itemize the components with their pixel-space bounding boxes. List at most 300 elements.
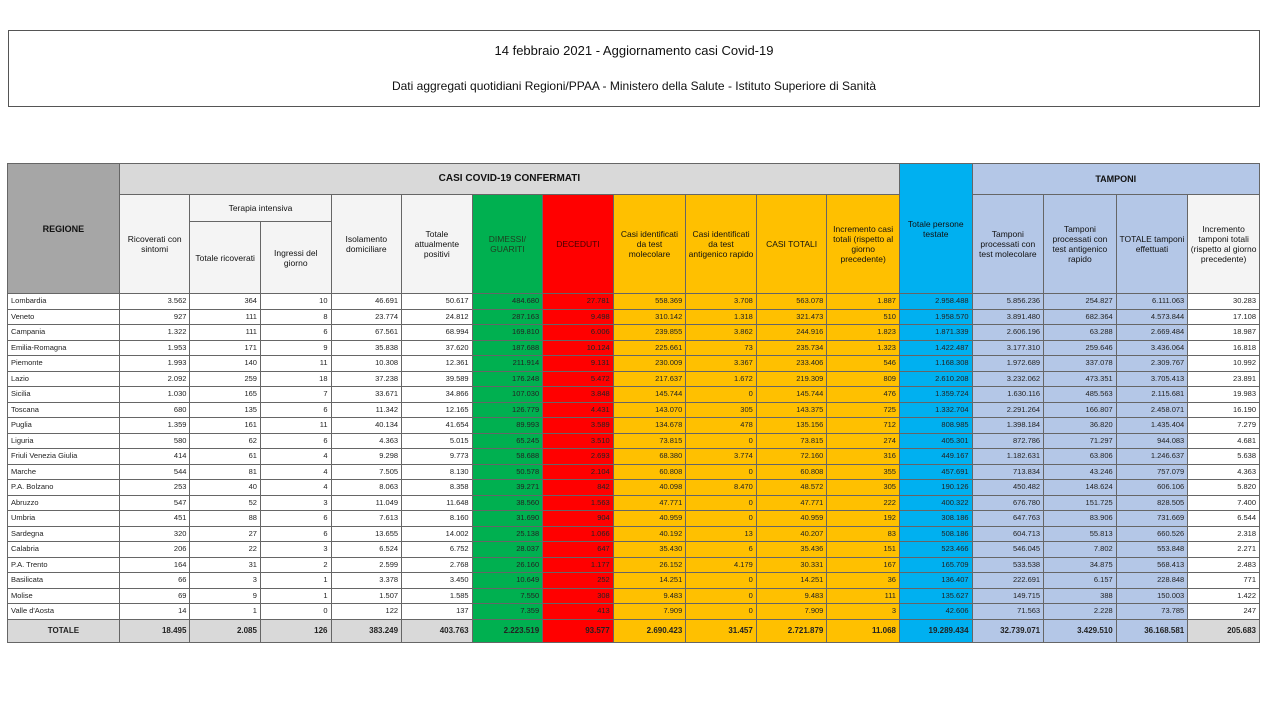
region-name-cell: Umbria [8,511,120,527]
region-name-cell: Emilia-Romagna [8,340,120,356]
persons-tested-cell: 190.126 [899,480,972,496]
table-row [8,464,1260,480]
cases-increment-cell: 809 [827,371,900,387]
molecular-cases-cell: 14.251 [613,573,686,589]
molecular-cases-cell: 73.815 [613,433,686,449]
molecular-cases-cell: 134.678 [613,418,686,434]
swabs-increment-cell: 17.108 [1188,309,1260,325]
total-cases-cell: 30.331 [756,557,827,573]
total-cases-cell: 48.572 [756,480,827,496]
antigen-cases-cell: 478 [686,418,757,434]
molecular-swabs-cell: 450.482 [972,480,1044,496]
hospitalized-cell: 547 [119,495,190,511]
antigen-swabs-cell: 63.806 [1044,449,1117,465]
swabs-increment-cell: 6.544 [1188,511,1260,527]
home-isolation-cell: 6.524 [331,542,402,558]
persons-tested-cell: 1.422.487 [899,340,972,356]
hospitalized-cell: 14 [119,604,190,620]
total-swabs-cell: 2.115.681 [1116,387,1188,403]
home-isolation-cell: 11.342 [331,402,402,418]
cases-increment-header: Incremento casi totali (rispetto al giorno precedente) [827,195,900,294]
total-cases-cell: 563.078 [756,294,827,310]
cases-increment-cell: 546 [827,356,900,372]
total-molecular-cases-cell: 2.690.423 [613,619,686,642]
recovered-cell: 7.550 [472,588,543,604]
persons-tested-cell: 449.167 [899,449,972,465]
region-name-cell: Lazio [8,371,120,387]
cases-increment-cell: 1.823 [827,325,900,341]
antigen-cases-cell: 3.862 [686,325,757,341]
swabs-increment-cell: 4.681 [1188,433,1260,449]
swabs-increment-cell: 247 [1188,604,1260,620]
persons-tested-cell: 523.466 [899,542,972,558]
icu-admissions-header: Ingressi del giorno [260,222,331,294]
cases-increment-cell: 355 [827,464,900,480]
icu-total-cell: 31 [190,557,261,573]
recovered-cell: 89.993 [472,418,543,434]
deceased-cell: 4.431 [543,402,614,418]
recovered-cell: 10.649 [472,573,543,589]
total-icu-total-cell: 2.085 [190,619,261,642]
icu-total-cell: 171 [190,340,261,356]
persons-tested-cell: 2.958.488 [899,294,972,310]
icu-total-cell: 165 [190,387,261,403]
current-positives-cell: 6.752 [402,542,473,558]
antigen-swabs-cell: 485.563 [1044,387,1117,403]
region-name-cell: Lombardia [8,294,120,310]
deceased-cell: 2.693 [543,449,614,465]
total-swabs-cell: 73.785 [1116,604,1188,620]
hospitalized-cell: 680 [119,402,190,418]
hospitalized-cell: 1.359 [119,418,190,434]
icu-total-cell: 111 [190,309,261,325]
antigen-cases-cell: 3.367 [686,356,757,372]
molecular-cases-cell: 47.771 [613,495,686,511]
antigen-swabs-cell: 43.246 [1044,464,1117,480]
icu-admissions-cell: 4 [260,449,331,465]
antigen-swabs-cell: 63.288 [1044,325,1117,341]
cases-increment-cell: 151 [827,542,900,558]
icu-total-cell: 364 [190,294,261,310]
current-positives-cell: 137 [402,604,473,620]
recovered-cell: 38.560 [472,495,543,511]
cases-increment-cell: 36 [827,573,900,589]
antigen-cases-cell: 3.774 [686,449,757,465]
total-cases-increment-cell: 11.068 [827,619,900,642]
current-positives-cell: 11.648 [402,495,473,511]
hospitalized-cell: 206 [119,542,190,558]
hospitalized-header: Ricoverati con sintomi [119,195,190,294]
deceased-cell: 1.066 [543,526,614,542]
antigen-cases-cell: 1.318 [686,309,757,325]
current-positives-cell: 9.773 [402,449,473,465]
antigen-cases-cell: 8.470 [686,480,757,496]
molecular-cases-cell: 239.855 [613,325,686,341]
persons-tested-cell: 1.359.724 [899,387,972,403]
deceased-header: DECEDUTI [543,195,614,294]
antigen-cases-cell: 4.179 [686,557,757,573]
cases-increment-cell: 111 [827,588,900,604]
home-isolation-cell: 1.507 [331,588,402,604]
deceased-cell: 1.177 [543,557,614,573]
deceased-cell: 3.848 [543,387,614,403]
icu-admissions-cell: 18 [260,371,331,387]
molecular-swabs-cell: 604.713 [972,526,1044,542]
swabs-increment-cell: 771 [1188,573,1260,589]
total-cases-cell: 7.909 [756,604,827,620]
deceased-cell: 10.124 [543,340,614,356]
current-positives-cell: 41.654 [402,418,473,434]
region-rows [8,294,1260,643]
total-cases-cell: 145.744 [756,387,827,403]
table-row [8,495,1260,511]
total-total-swabs-cell: 36.168.581 [1116,619,1188,642]
swabs-increment-cell: 10.992 [1188,356,1260,372]
recovered-cell: 7.359 [472,604,543,620]
total-hospitalized-cell: 18.495 [119,619,190,642]
molecular-swabs-cell: 71.563 [972,604,1044,620]
recovered-cell: 211.914 [472,356,543,372]
total-cases-cell: 143.375 [756,402,827,418]
deceased-cell: 5.472 [543,371,614,387]
cases-increment-cell: 192 [827,511,900,527]
icu-total-cell: 62 [190,433,261,449]
molecular-swabs-cell: 2.291.264 [972,402,1044,418]
current-positives-cell: 12.361 [402,356,473,372]
table-row [8,418,1260,434]
total-cases-cell: 135.156 [756,418,827,434]
total-cases-cell: 35.436 [756,542,827,558]
total-cases-cell: 235.734 [756,340,827,356]
persons-tested-cell: 136.407 [899,573,972,589]
persons-tested-cell: 42.606 [899,604,972,620]
total-persons-tested-cell: 19.289.434 [899,619,972,642]
icu-total-cell: 52 [190,495,261,511]
table-row [8,294,1260,310]
persons-tested-cell: 135.627 [899,588,972,604]
current-positives-cell: 39.589 [402,371,473,387]
total-antigen-cases-cell: 31.457 [686,619,757,642]
persons-tested-cell: 405.301 [899,433,972,449]
molecular-swabs-cell: 1.182.631 [972,449,1044,465]
hospitalized-cell: 1.322 [119,325,190,341]
total-current-positives-cell: 403.763 [402,619,473,642]
total-cases-cell: 40.959 [756,511,827,527]
molecular-swabs-cell: 713.834 [972,464,1044,480]
total-home-isolation-cell: 383.249 [331,619,402,642]
total-deceased-cell: 93.577 [543,619,614,642]
antigen-cases-cell: 0 [686,604,757,620]
region-name-cell: Marche [8,464,120,480]
persons-tested-cell: 457.691 [899,464,972,480]
molecular-swabs-cell: 676.780 [972,495,1044,511]
report-subtitle: Dati aggregati quotidiani Regioni/PPAA - Ministero della Salute - Istituto Superiore di Sanità [391,79,877,93]
antigen-swabs-cell: 254.827 [1044,294,1117,310]
intensive-care-group-header: Terapia intensiva [190,195,331,222]
total-cases-cell: 14.251 [756,573,827,589]
table-row [8,340,1260,356]
molecular-swabs-cell: 546.045 [972,542,1044,558]
molecular-swabs-cell: 533.538 [972,557,1044,573]
hospitalized-cell: 2.092 [119,371,190,387]
region-name-cell: P.A. Bolzano [8,480,120,496]
table-row [8,402,1260,418]
region-name-cell: Veneto [8,309,120,325]
persons-tested-cell: 1.168.308 [899,356,972,372]
hospitalized-cell: 69 [119,588,190,604]
total-cases-cell: 9.483 [756,588,827,604]
total-swabs-cell: 606.106 [1116,480,1188,496]
region-name-cell: Sicilia [8,387,120,403]
molecular-cases-cell: 9.483 [613,588,686,604]
antigen-swabs-cell: 34.875 [1044,557,1117,573]
total-cases-cell: 233.406 [756,356,827,372]
region-name-cell: Campania [8,325,120,341]
deceased-cell: 308 [543,588,614,604]
deceased-cell: 904 [543,511,614,527]
icu-admissions-cell: 11 [260,356,331,372]
total-swabs-cell: 731.669 [1116,511,1188,527]
recovered-cell: 187.688 [472,340,543,356]
region-name-cell: P.A. Trento [8,557,120,573]
recovered-header: DIMESSI/ GUARITI [472,195,543,294]
icu-admissions-cell: 10 [260,294,331,310]
home-isolation-cell: 40.134 [331,418,402,434]
current-positives-header: Totale attualmente positivi [402,195,473,294]
recovered-cell: 39.271 [472,480,543,496]
icu-admissions-cell: 6 [260,511,331,527]
icu-admissions-cell: 4 [260,480,331,496]
home-isolation-cell: 10.308 [331,356,402,372]
molecular-swabs-cell: 1.398.184 [972,418,1044,434]
molecular-swabs-cell: 3.232.062 [972,371,1044,387]
home-isolation-cell: 7.505 [331,464,402,480]
table-row [8,387,1260,403]
deceased-cell: 27.781 [543,294,614,310]
persons-tested-cell: 1.332.704 [899,402,972,418]
home-isolation-cell: 67.561 [331,325,402,341]
total-total-cases-cell: 2.721.879 [756,619,827,642]
persons-tested-cell: 808.985 [899,418,972,434]
hospitalized-cell: 320 [119,526,190,542]
molecular-swabs-cell: 5.856.236 [972,294,1044,310]
molecular-swabs-header: Tamponi processati con test molecolare [972,195,1044,294]
region-name-cell: Puglia [8,418,120,434]
antigen-swabs-cell: 6.157 [1044,573,1117,589]
swabs-increment-cell: 2.318 [1188,526,1260,542]
molecular-cases-cell: 217.637 [613,371,686,387]
icu-total-cell: 40 [190,480,261,496]
antigen-cases-cell: 0 [686,464,757,480]
antigen-swabs-cell: 55.813 [1044,526,1117,542]
home-isolation-cell: 11.049 [331,495,402,511]
deceased-cell: 6.006 [543,325,614,341]
antigen-cases-cell: 0 [686,511,757,527]
antigen-cases-cell: 13 [686,526,757,542]
recovered-cell: 58.688 [472,449,543,465]
antigen-cases-cell: 0 [686,588,757,604]
molecular-cases-header: Casi identificati da test molecolare [613,195,686,294]
current-positives-cell: 2.768 [402,557,473,573]
total-swabs-cell: 2.309.767 [1116,356,1188,372]
cases-increment-cell: 712 [827,418,900,434]
molecular-swabs-cell: 1.630.116 [972,387,1044,403]
icu-admissions-cell: 3 [260,542,331,558]
molecular-cases-cell: 310.142 [613,309,686,325]
recovered-cell: 107.030 [472,387,543,403]
current-positives-cell: 8.160 [402,511,473,527]
icu-admissions-cell: 6 [260,325,331,341]
hospitalized-cell: 1.030 [119,387,190,403]
swabs-increment-cell: 7.279 [1188,418,1260,434]
icu-total-cell: 135 [190,402,261,418]
total-swabs-cell: 568.413 [1116,557,1188,573]
swabs-increment-cell: 16.190 [1188,402,1260,418]
molecular-cases-cell: 40.098 [613,480,686,496]
cases-increment-cell: 1.323 [827,340,900,356]
deceased-cell: 9.131 [543,356,614,372]
total-row [8,619,1260,642]
hospitalized-cell: 927 [119,309,190,325]
cases-increment-cell: 1.887 [827,294,900,310]
icu-total-cell: 27 [190,526,261,542]
total-swabs-cell: 757.079 [1116,464,1188,480]
total-swabs-cell: 2.458.071 [1116,402,1188,418]
table-row [8,526,1260,542]
region-column-header: REGIONE [8,164,120,294]
current-positives-cell: 24.812 [402,309,473,325]
table-row [8,480,1260,496]
total-swabs-cell: 1.246.637 [1116,449,1188,465]
icu-admissions-cell: 6 [260,526,331,542]
total-swabs-cell: 828.505 [1116,495,1188,511]
swabs-group-header: TAMPONI [972,164,1259,195]
home-isolation-cell: 13.655 [331,526,402,542]
total-swabs-cell: 150.003 [1116,588,1188,604]
molecular-cases-cell: 35.430 [613,542,686,558]
antigen-cases-cell: 1.672 [686,371,757,387]
swabs-increment-cell: 2.483 [1188,557,1260,573]
total-cases-cell: 73.815 [756,433,827,449]
covid-cases-table [7,163,1260,643]
total-antigen-swabs-cell: 3.429.510 [1044,619,1117,642]
total-swabs-cell: 6.111.063 [1116,294,1188,310]
antigen-swabs-cell: 473.351 [1044,371,1117,387]
persons-tested-cell: 165.709 [899,557,972,573]
antigen-swabs-cell: 337.078 [1044,356,1117,372]
antigen-swabs-header: Tamponi processati con test antigenico rapido [1044,195,1117,294]
icu-total-cell: 1 [190,604,261,620]
total-cases-cell: 244.916 [756,325,827,341]
hospitalized-cell: 580 [119,433,190,449]
home-isolation-cell: 2.599 [331,557,402,573]
total-swabs-cell: 3.705.413 [1116,371,1188,387]
molecular-cases-cell: 145.744 [613,387,686,403]
home-isolation-cell: 9.298 [331,449,402,465]
recovered-cell: 126.779 [472,402,543,418]
current-positives-cell: 8.130 [402,464,473,480]
icu-admissions-cell: 7 [260,387,331,403]
home-isolation-cell: 8.063 [331,480,402,496]
persons-tested-cell: 1.958.570 [899,309,972,325]
icu-admissions-cell: 2 [260,557,331,573]
molecular-cases-cell: 558.369 [613,294,686,310]
cases-increment-cell: 167 [827,557,900,573]
total-recovered-cell: 2.223.519 [472,619,543,642]
persons-tested-cell: 508.186 [899,526,972,542]
table-row [8,356,1260,372]
antigen-swabs-cell: 166.807 [1044,402,1117,418]
icu-total-header: Totale ricoverati [190,222,261,294]
total-cases-cell: 40.207 [756,526,827,542]
total-cases-cell: 321.473 [756,309,827,325]
molecular-swabs-cell: 149.715 [972,588,1044,604]
swabs-increment-header: Incremento tamponi totali (rispetto al giorno precedente) [1188,195,1260,294]
deceased-cell: 3.510 [543,433,614,449]
total-swabs-cell: 553.848 [1116,542,1188,558]
molecular-cases-cell: 230.009 [613,356,686,372]
table-row [8,573,1260,589]
icu-total-cell: 81 [190,464,261,480]
molecular-cases-cell: 26.152 [613,557,686,573]
icu-total-cell: 22 [190,542,261,558]
molecular-cases-cell: 7.909 [613,604,686,620]
swabs-increment-cell: 4.363 [1188,464,1260,480]
deceased-cell: 413 [543,604,614,620]
current-positives-cell: 3.450 [402,573,473,589]
antigen-swabs-cell: 151.725 [1044,495,1117,511]
region-name-cell: Sardegna [8,526,120,542]
antigen-swabs-cell: 83.906 [1044,511,1117,527]
icu-admissions-cell: 6 [260,402,331,418]
cases-increment-cell: 476 [827,387,900,403]
total-cases-cell: 72.160 [756,449,827,465]
hospitalized-cell: 1.953 [119,340,190,356]
table-row [8,588,1260,604]
current-positives-cell: 5.015 [402,433,473,449]
total-swabs-cell: 1.435.404 [1116,418,1188,434]
recovered-cell: 31.690 [472,511,543,527]
total-swabs-cell: 2.669.484 [1116,325,1188,341]
recovered-cell: 28.037 [472,542,543,558]
region-name-cell: Friuli Venezia Giulia [8,449,120,465]
molecular-cases-cell: 225.661 [613,340,686,356]
molecular-swabs-cell: 1.972.689 [972,356,1044,372]
table-row [8,604,1260,620]
icu-admissions-cell: 4 [260,464,331,480]
antigen-cases-cell: 73 [686,340,757,356]
molecular-cases-cell: 60.808 [613,464,686,480]
table-row [8,433,1260,449]
total-swabs-cell: 3.436.064 [1116,340,1188,356]
total-cases-header: CASI TOTALI [756,195,827,294]
persons-tested-header: Totale persone testate [899,164,972,294]
current-positives-cell: 14.002 [402,526,473,542]
home-isolation-cell: 37.238 [331,371,402,387]
total-swabs-header: TOTALE tamponi effettuati [1116,195,1188,294]
recovered-cell: 484.680 [472,294,543,310]
region-name-cell: Basilicata [8,573,120,589]
icu-admissions-cell: 1 [260,588,331,604]
antigen-swabs-cell: 2.228 [1044,604,1117,620]
report-header [8,30,1260,107]
swabs-increment-cell: 23.891 [1188,371,1260,387]
total-swabs-cell: 944.083 [1116,433,1188,449]
total-region-name-cell: TOTALE [8,619,120,642]
swabs-increment-cell: 5.638 [1188,449,1260,465]
table-row [8,371,1260,387]
hospitalized-cell: 451 [119,511,190,527]
